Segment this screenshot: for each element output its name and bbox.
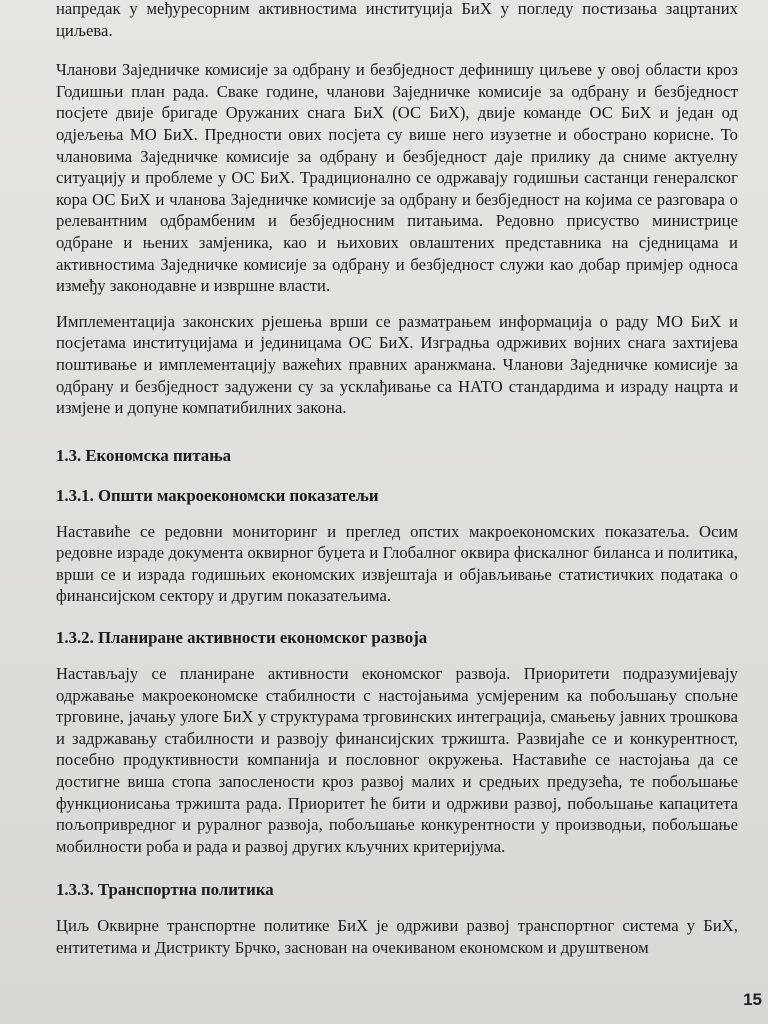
paragraph-intro-tail: напредак у међуресорним активностима институција БиХ у погледу постизања зацртаних циљева.: [56, 0, 738, 40]
paragraph-commission: Чланови Заједничке комисије за одбрану и безбједност дефинишу циљеве у овој области кроз Годишњи план рада. Сваке године, чланови Заједничке комисије за одбрану и безбједност посјете двије бригаде Оружаних снага БиХ (ОС БиХ), двије команде ОС БиХ и један од одјељења МО БиХ. Предности ових посјета су више него изузетне и обострано корисне. То члановима Заједничке комисије за одбрану и безбједност даје прилику да сниме актуелну ситуацију и проблеме у ОС БиХ. Традиционално се одржавају годишњи састанци генералског кора ОС БиХ и чланова Заједничке комисије за одбрану и безбједност на којима се разговара о релевантним одбрамбеним и безбједносним питањима. Редовно присуство министрице одбране и њених замјеника, као и њихових овлаштених представника на сједницама и активностима Заједничке комисије за одбрану и безбједност служи као добар примјер односа између законодавне и извршне власти.: [56, 60, 738, 296]
paragraph-implementation: Имплементација законских рјешења врши се разматрањем информација о раду МО БиХ и посјетама институцијама и јединицама ОС БиХ. Изградња одрживих војних снага захтијева поштивање и имплементацију важећих правних аранжмана. Чланови Заједничке комисије за одбрану и безбједност задужени су за усклађивање са НАТО стандардима и израду нацрта и измјене и допуне компатибилних закона.: [56, 311, 738, 418]
document-body: [56, 0, 738, 959]
heading-transport-policy: 1.3.3. Транспортна политика: [56, 880, 274, 900]
heading-economic-development: 1.3.2. Планиране активности економског развоја: [56, 628, 428, 648]
paragraph-transport-policy: Циљ Оквирне транспортне политике БиХ је одрживи развој транспортног система у БиХ, ентитетима и Дистрикту Брчко, заснован на очекиваном економском и друштвеном: [56, 916, 738, 957]
page-number: 15: [743, 990, 762, 1009]
paragraph-macroeconomic-indicators: Наставиће се редовни мониторинг и преглед опстих макроекономских показатеља. Осим редовне израде документа оквирног буџета и Глобалног оквира фискалног биланса и политика, врши се и израда годишњих економских извјештаја и објављивање статистичких података о финансијском сектору и другим показатељима.: [56, 521, 738, 606]
heading-macroeconomic-indicators: 1.3.1. Општи макроекономски показатељи: [56, 485, 379, 505]
heading-economic-issues: 1.3. Економска питања: [56, 445, 231, 465]
paragraph-economic-development: Настављају се планиране активности економског развоја. Приоритети подразумијевају одржавање макроекономске стабилности с настојањима усмјереним ка побољшању спољне трговине, јачању улоге БиХ у структурама трговинских интеграција, смањењу јавних трошкова и задржавању стабилности и развоју финансијских тржишта. Развијаће се и конкурентност, посебно продуктивности компанија и пословног окружења. Наставиће се настојања да се достигне виша стопа запослености кроз развој малих и средњих предузећа, те побољшање функционисања тржишта рада. Приоритет ће бити и одрживи развој, побољшање капацитета пољопривредног и руралног развоја, побољшање конкурентности у производњи, побољшање мобилности роба и рада и развој других кључних критеријума.: [56, 664, 738, 856]
